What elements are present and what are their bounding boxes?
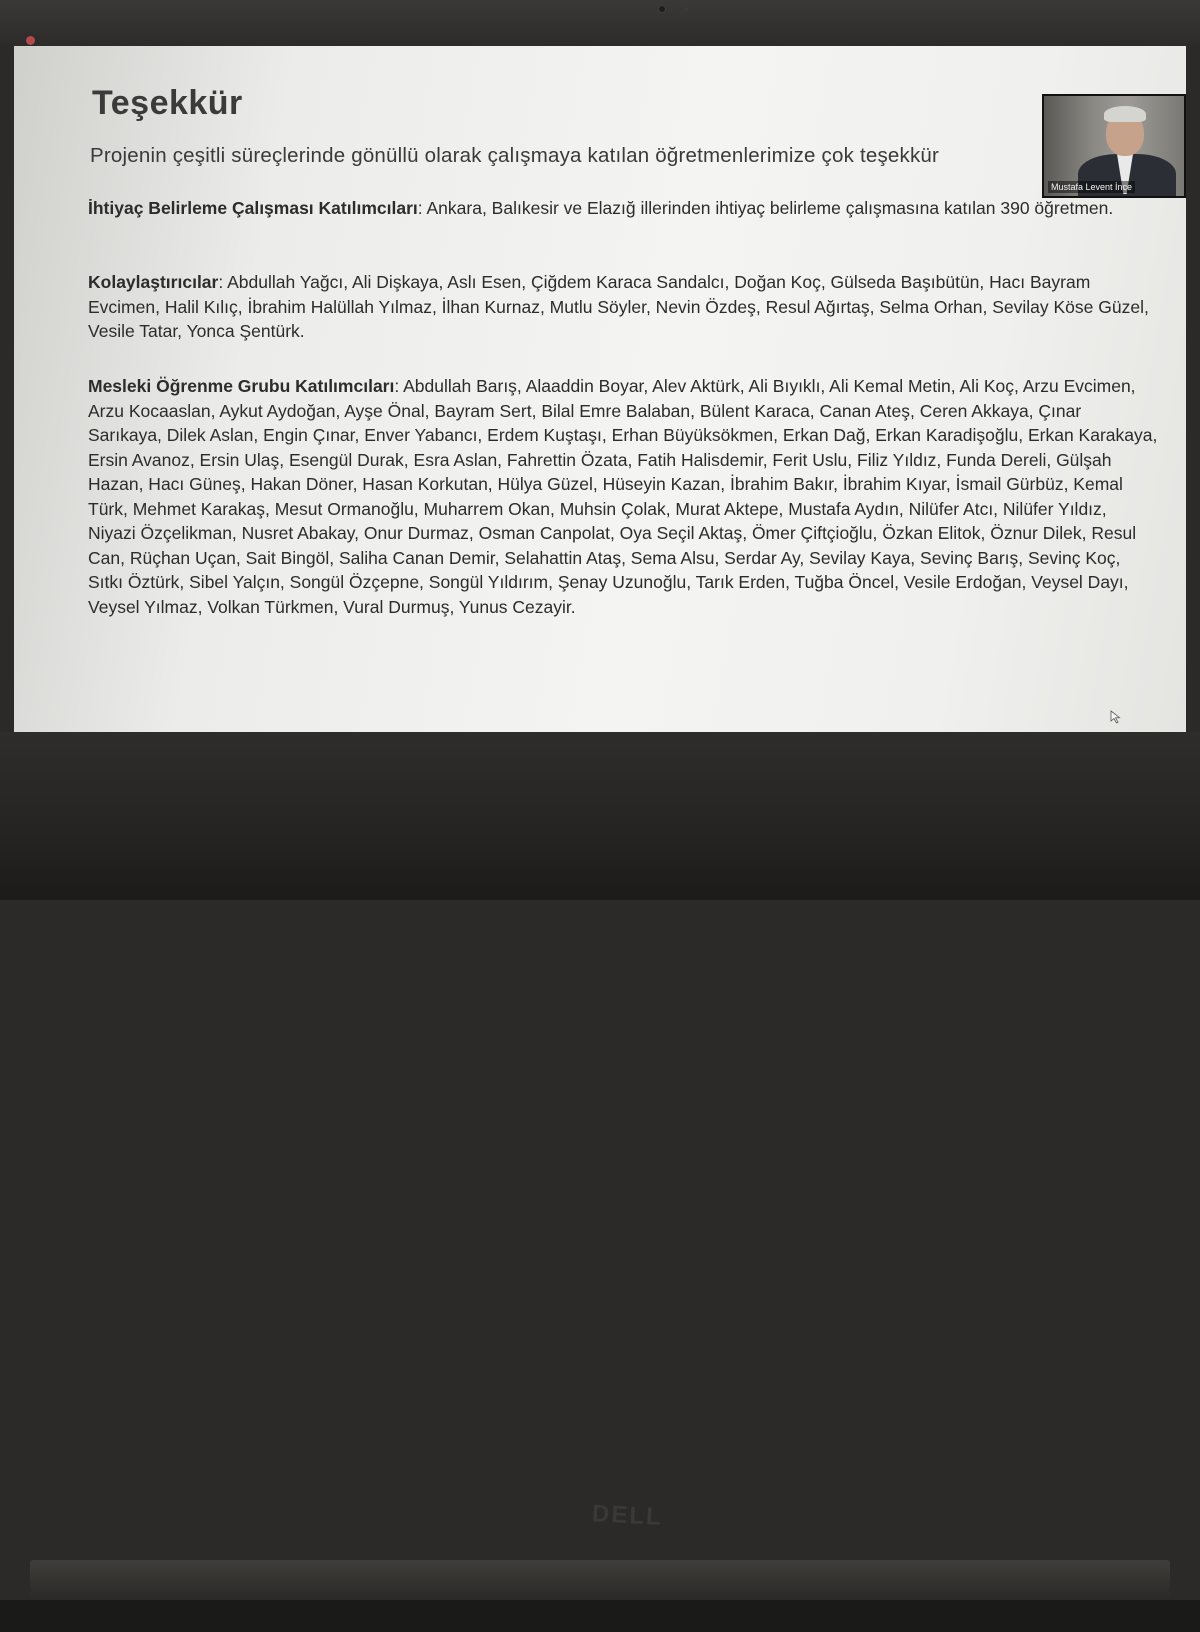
presentation-slide bbox=[14, 46, 1186, 732]
dell-logo: DELL bbox=[591, 1500, 664, 1531]
section-kolaylastiricilar bbox=[88, 270, 1158, 344]
webcam-led bbox=[684, 7, 688, 11]
section-label: Mesleki Öğrenme Grubu Katılımcıları bbox=[88, 376, 395, 396]
section-label: Kolaylaştırıcılar bbox=[88, 272, 219, 292]
section-label: İhtiyaç Belirleme Çalışması Katılımcıları bbox=[88, 198, 418, 218]
record-dot-icon bbox=[26, 36, 35, 45]
section-text: : Abdullah Barış, Alaaddin Boyar, Alev Aktürk, Ali Bıyıklı, Ali Kemal Metin, Ali Koç, Arzu Evcimen, Arzu Kocaaslan, Aykut Aydoğan, Ayşe Önal, Bayram Sert, Bilal Emre Balaban, Bülent Karaca, Canan Ateş, Ceren Akkaya, Çınar Sarıkaya, Dilek Aslan, Engin Çınar, Enver Yabancı, Erdem Kuştaşı, Erhan Büyüksökmen, Erkan Dağ, Erkan Karadişoğlu, Erkan Karakaya, Ersin Avanoz, Ersin Ulaş, Esengül Durak, Esra Aslan, Fahrettin Özata, Fatih Halisdemir, Ferit Uslu, Filiz Yıldız, Funda Dereli, Gülşah Hazan, Hacı Güneş, Hakan Döner, Hasan Korkutan, Hülya Güzel, Hüseyin Kazan, İbrahim Bakır, İbrahim Kıyar, İsmail Gürbüz, Kemal Türk, Mehmet Karakaş, Mesut Ormanoğlu, Muharrem Okan, Muhsin Çolak, Murat Aktepe, Mustafa Aydın, Nilüfer Atcı, Nilüfer Yıldız, Niyazi Özçelikman, Nusret Abakay, Onur Durmaz, Osman Canpolat, Oya Seçil Aktaş, Ömer Çiftçioğlu, Özkan Elitok, Öznur Dilek, Resul Can, Rüçhan Uçan, Sait Bingöl, Saliha Canan Demir, Selahattin Ataş, Sema Alsu, Serdar Ay, Sevilay Kaya, Sevinç Barış, Sevinç Koç, Sıtkı Öztürk, Sibel Yalçın, Songül Özçepne, Songül Yıldırım, Şenay Uzunoğlu, Tarık Erden, Tuğba Öncel, Vesile Erdoğan, Veysel Dayı, Veysel Yılmaz, Volkan Türkmen, Vural Durmuş, Yunus Cezayir. bbox=[88, 376, 1158, 617]
participant-name-label: Mustafa Levent İnce bbox=[1048, 181, 1135, 193]
mouse-pointer-icon bbox=[1110, 710, 1122, 724]
slide-title: Teşekkür bbox=[92, 84, 243, 122]
section-text: : Ankara, Balıkesir ve Elazığ illerinden ihtiyaç belirleme çalışmasına katılan 390 öğretmen. bbox=[417, 198, 1114, 218]
section-mesleki-ogrenme bbox=[88, 374, 1158, 619]
keyboard-edge bbox=[0, 1600, 1200, 1632]
slide-subtitle: Projenin çeşitli süreçlerinde gönüllü olarak çalışmaya katılan öğretmenlerimize çok teşekkür bbox=[90, 144, 940, 167]
monitor-top-bezel bbox=[0, 0, 1200, 46]
section-text: : Abdullah Yağcı, Ali Dişkaya, Aslı Esen, Çiğdem Karaca Sandalcı, Doğan Koç, Gülseda Başıbütün, Hacı Bayram Evcimen, Halil Kılıç, İbrahim Halüllah Yılmaz, İlhan Kurnaz, Mutlu Söyler, Nevin Özdeş, Resul Ağırtaş, Selma Orhan, Sevilay Köse Güzel, Vesile Tatar, Yonca Şentürk. bbox=[88, 272, 1149, 341]
laptop-hinge bbox=[30, 1560, 1170, 1600]
participant-video-tile[interactable] bbox=[1042, 94, 1186, 198]
webcam-icon bbox=[659, 6, 665, 12]
section-ihtiyac-belirleme bbox=[88, 196, 1158, 221]
monitor-bottom-bezel bbox=[0, 732, 1200, 1531]
participant-hair bbox=[1104, 106, 1146, 122]
